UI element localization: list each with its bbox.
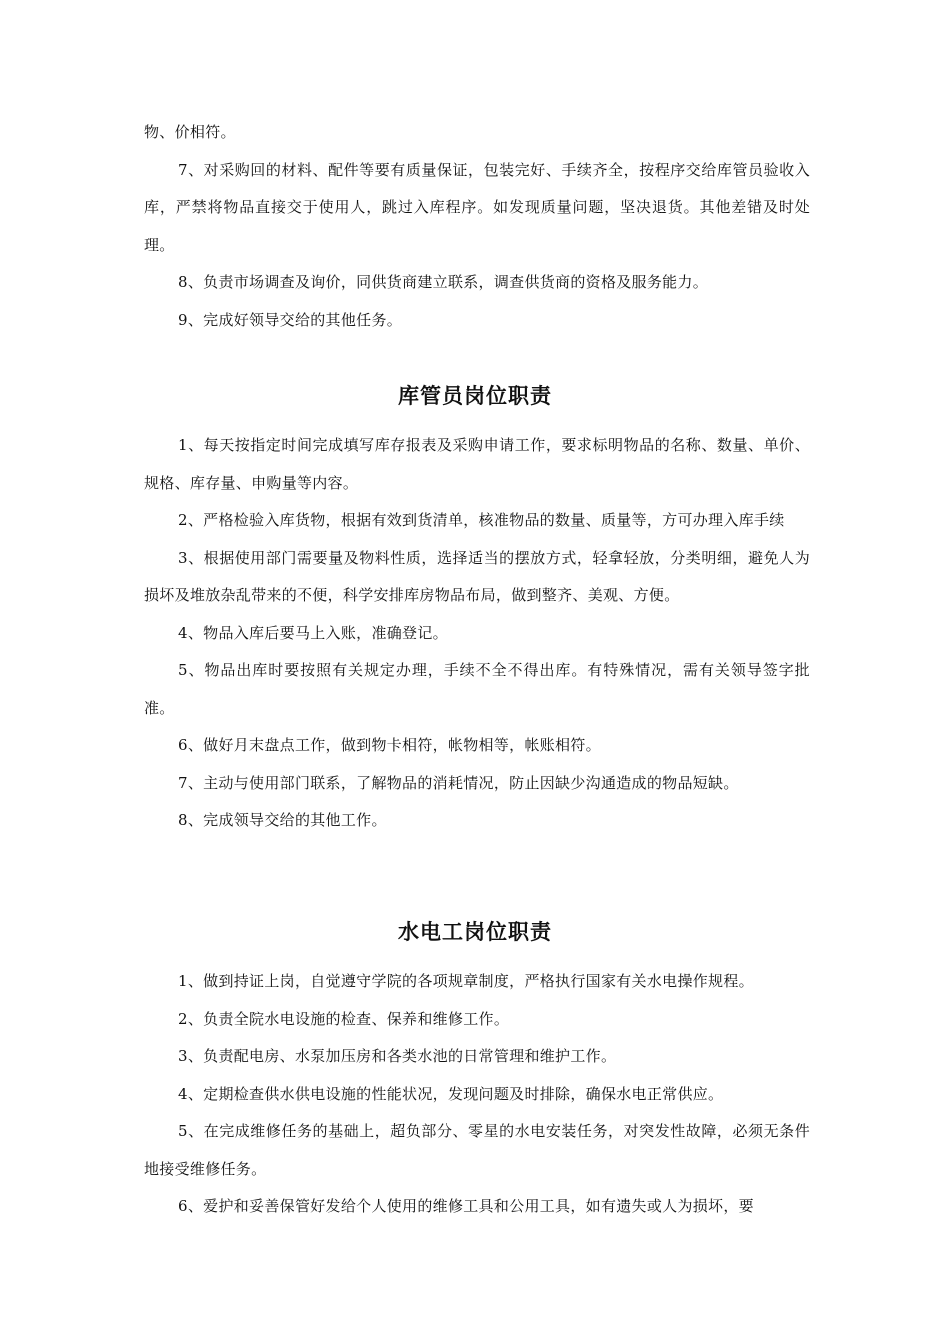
- paragraph-item: 8、完成领导交给的其他工作。: [178, 811, 387, 829]
- warehouse-keeper-duties: [144, 427, 810, 840]
- electrician-duties: [144, 963, 810, 1226]
- section-title-warehouse-keeper: 库管员岗位职责: [398, 383, 552, 408]
- paragraph-item: 1、每天按指定时间完成填写库存报表及采购申请工作，要求标明物品的名称、数量、单价、规格、库存量、申购量等内容。: [144, 436, 810, 492]
- paragraph-item: 5、物品出库时要按照有关规定办理，手续不全不得出库。有特殊情况，需有关领导签字批准。: [144, 661, 810, 717]
- paragraph-item: 2、负责全院水电设施的检查、保养和维修工作。: [178, 1009, 510, 1028]
- paragraph-item: 4、物品入库后要马上入账，准确登记。: [178, 623, 448, 642]
- paragraph-item: 2、严格检验入库货物，根据有效到货清单，核准物品的数量、质量等，方可办理入库手续: [178, 511, 785, 529]
- paragraph-item: 3、根据使用部门需要量及物料性质，选择适当的摆放方式，轻拿轻放，分类明细，避免人为损坏及堆放杂乱带来的不便，科学安排库房物品布局，做到整齐、美观、方便。: [144, 548, 810, 604]
- paragraph-item: 8、负责市场调查及询价，同供货商建立联系，调查供货商的资格及服务能力。: [178, 273, 709, 291]
- purchaser-duties-continued: [144, 114, 810, 339]
- paragraph-item: 9、完成好领导交给的其他任务。: [178, 310, 403, 329]
- paragraph-item: 7、主动与使用部门联系，了解物品的消耗情况，防止因缺少沟通造成的物品短缺。: [178, 773, 739, 792]
- paragraph-item: 6、爱护和妥善保管好发给个人使用的维修工具和公用工具，如有遗失或人为损坏，要: [178, 1197, 754, 1215]
- section-title-electrician: 水电工岗位职责: [398, 919, 552, 944]
- paragraph-item: 3、负责配电房、水泵加压房和各类水池的日常管理和维护工作。: [178, 1047, 617, 1065]
- paragraph-item: 1、做到持证上岗，自觉遵守学院的各项规章制度，严格执行国家有关水电操作规程。: [178, 972, 754, 990]
- paragraph-continuation: 物、价相符。: [144, 123, 236, 141]
- paragraph-item: 6、做好月末盘点工作，做到物卡相符，帐物相等，帐账相符。: [178, 736, 601, 754]
- paragraph-item: 5、在完成维修任务的基础上，超负部分、零星的水电安装任务，对突发性故障，必须无条件地接受维修任务。: [144, 1122, 810, 1178]
- paragraph-item: 7、对采购回的材料、配件等要有质量保证，包装完好、手续齐全，按程序交给库管员验收入库，严禁将物品直接交于使用人，跳过入库程序。如发现质量问题，坚决退货。其他差错及时处理。: [144, 160, 810, 254]
- paragraph-item: 4、定期检查供水供电设施的性能状况，发现问题及时排除，确保水电正常供应。: [178, 1084, 724, 1103]
